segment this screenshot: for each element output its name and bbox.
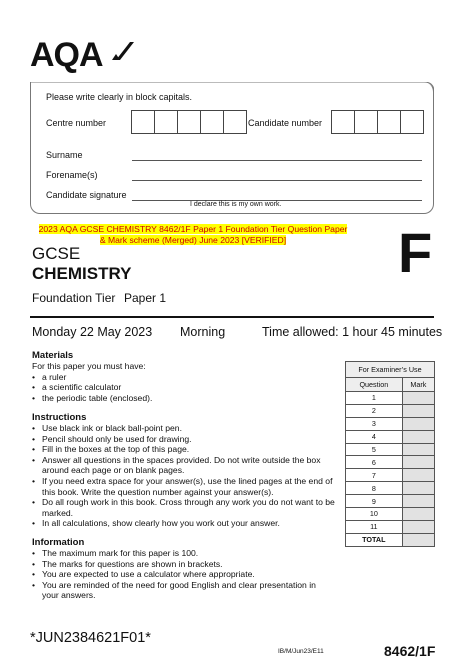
total-mark-cell: [402, 533, 434, 546]
mark-cell: [402, 456, 434, 469]
table-row: 5: [346, 443, 435, 456]
table-row: 7: [346, 469, 435, 482]
instruction-item: • Answer all questions in the spaces provided. Do not write outside the box around each page or on blank pages.: [32, 455, 340, 476]
mark-cell: [402, 495, 434, 508]
table-row: 3: [346, 417, 435, 430]
mark-cell: [402, 404, 434, 417]
materials-intro: For this paper you must have:: [32, 361, 146, 371]
information-item: • You are reminded of the need for good English and clear presentation in your answers.: [32, 580, 332, 601]
subject-title: CHEMISTRY: [32, 264, 132, 283]
information-item: • The maximum mark for this paper is 100.: [32, 548, 332, 559]
exam-session: Morning: [180, 325, 226, 339]
centre-number-box[interactable]: [223, 110, 247, 134]
candidate-number-box[interactable]: [377, 110, 401, 134]
instructions-heading: Instructions: [32, 412, 87, 423]
instruction-item: • Fill in the boxes at the top of this page.: [32, 444, 340, 455]
table-row: 1: [346, 392, 435, 405]
table-row: 9: [346, 495, 435, 508]
declaration-text: I declare this is my own work.: [190, 201, 282, 208]
time-allowed: Time allowed: 1 hour 45 minutes: [262, 325, 443, 339]
mark-cell: [402, 443, 434, 456]
table-row: 4: [346, 430, 435, 443]
information-heading: Information: [32, 537, 85, 548]
block-capitals-instruction: Please write clearly in block capitals.: [46, 92, 193, 102]
candidate-number-label: Candidate number: [248, 118, 323, 128]
surname-label: Surname: [46, 150, 83, 160]
mark-column-header: Mark: [402, 378, 434, 392]
materials-item: • the periodic table (enclosed).: [32, 393, 332, 404]
paper-label: Paper 1: [124, 291, 167, 305]
candidate-number-box[interactable]: [331, 110, 355, 134]
instructions-section: [32, 412, 340, 529]
centre-number-box[interactable]: [200, 110, 224, 134]
mark-cell: [402, 482, 434, 495]
instruction-item: • Use black ink or black ball-point pen.: [32, 423, 340, 434]
mark-cell: [402, 417, 434, 430]
forenames-field[interactable]: [132, 180, 422, 181]
instruction-item: • In all calculations, show clearly how you work out your answer.: [32, 518, 340, 529]
mark-cell: [402, 392, 434, 405]
aqa-logo: AQA: [30, 36, 103, 74]
mark-cell: [402, 430, 434, 443]
aqa-logo-mark-icon: [110, 38, 136, 64]
tier-letter: F: [398, 221, 433, 284]
total-row: [346, 533, 435, 546]
table-row: 8: [346, 482, 435, 495]
header-divider: [30, 316, 434, 318]
forenames-label: Forename(s): [46, 170, 98, 180]
centre-number-box[interactable]: [154, 110, 178, 134]
series-code: IB/M/Jun23/E11: [278, 648, 324, 655]
information-section: [32, 537, 332, 601]
table-row: 10: [346, 508, 435, 521]
mark-cell: [402, 520, 434, 533]
mark-cell: [402, 469, 434, 482]
candidate-number-box[interactable]: [354, 110, 378, 134]
centre-number-box[interactable]: [131, 110, 155, 134]
centre-number-boxes[interactable]: [132, 110, 247, 134]
materials-heading: Materials: [32, 350, 74, 361]
instruction-item: • Pencil should only be used for drawing.: [32, 434, 340, 445]
examiners-use-title: For Examiner’s Use: [346, 362, 435, 378]
table-row: 11: [346, 520, 435, 533]
mark-cell: [402, 508, 434, 521]
question-column-header: Question: [346, 378, 403, 392]
highlighted-title: 2023 AQA GCSE CHEMISTRY 8462/1F Paper 1 Foundation Tier Question Paper & Mark scheme (Merged) June 2023 [VERIFIED]: [38, 224, 348, 245]
materials-section: [32, 350, 332, 403]
candidate-number-boxes[interactable]: [332, 110, 424, 134]
instruction-item: • If you need extra space for your answer(s), use the lined pages at the end of this book. Write the question number against your answer(s).: [32, 476, 340, 497]
information-item: • You are expected to use a calculator where appropriate.: [32, 569, 332, 580]
total-label: TOTAL: [346, 533, 403, 546]
barcode-text: *JUN2384621F01*: [30, 630, 151, 646]
candidate-number-box[interactable]: [400, 110, 424, 134]
candidate-signature-label: Candidate signature: [46, 190, 127, 200]
exam-date: Monday 22 May 2023: [32, 325, 153, 339]
surname-field[interactable]: [132, 160, 422, 161]
examiners-use-table: [345, 361, 435, 547]
centre-number-box[interactable]: [177, 110, 201, 134]
table-row: 6: [346, 456, 435, 469]
paper-code: 8462/1F: [384, 643, 436, 659]
qualification: GCSE: [32, 244, 81, 263]
information-item: • The marks for questions are shown in brackets.: [32, 559, 332, 570]
tier-label: Foundation Tier: [32, 291, 116, 305]
table-row: 2: [346, 404, 435, 417]
materials-item: • a scientific calculator: [32, 382, 332, 393]
centre-number-label: Centre number: [46, 118, 107, 128]
materials-item: • a ruler: [32, 372, 332, 383]
instruction-item: • Do all rough work in this book. Cross through any work you do not want to be marked.: [32, 497, 340, 518]
